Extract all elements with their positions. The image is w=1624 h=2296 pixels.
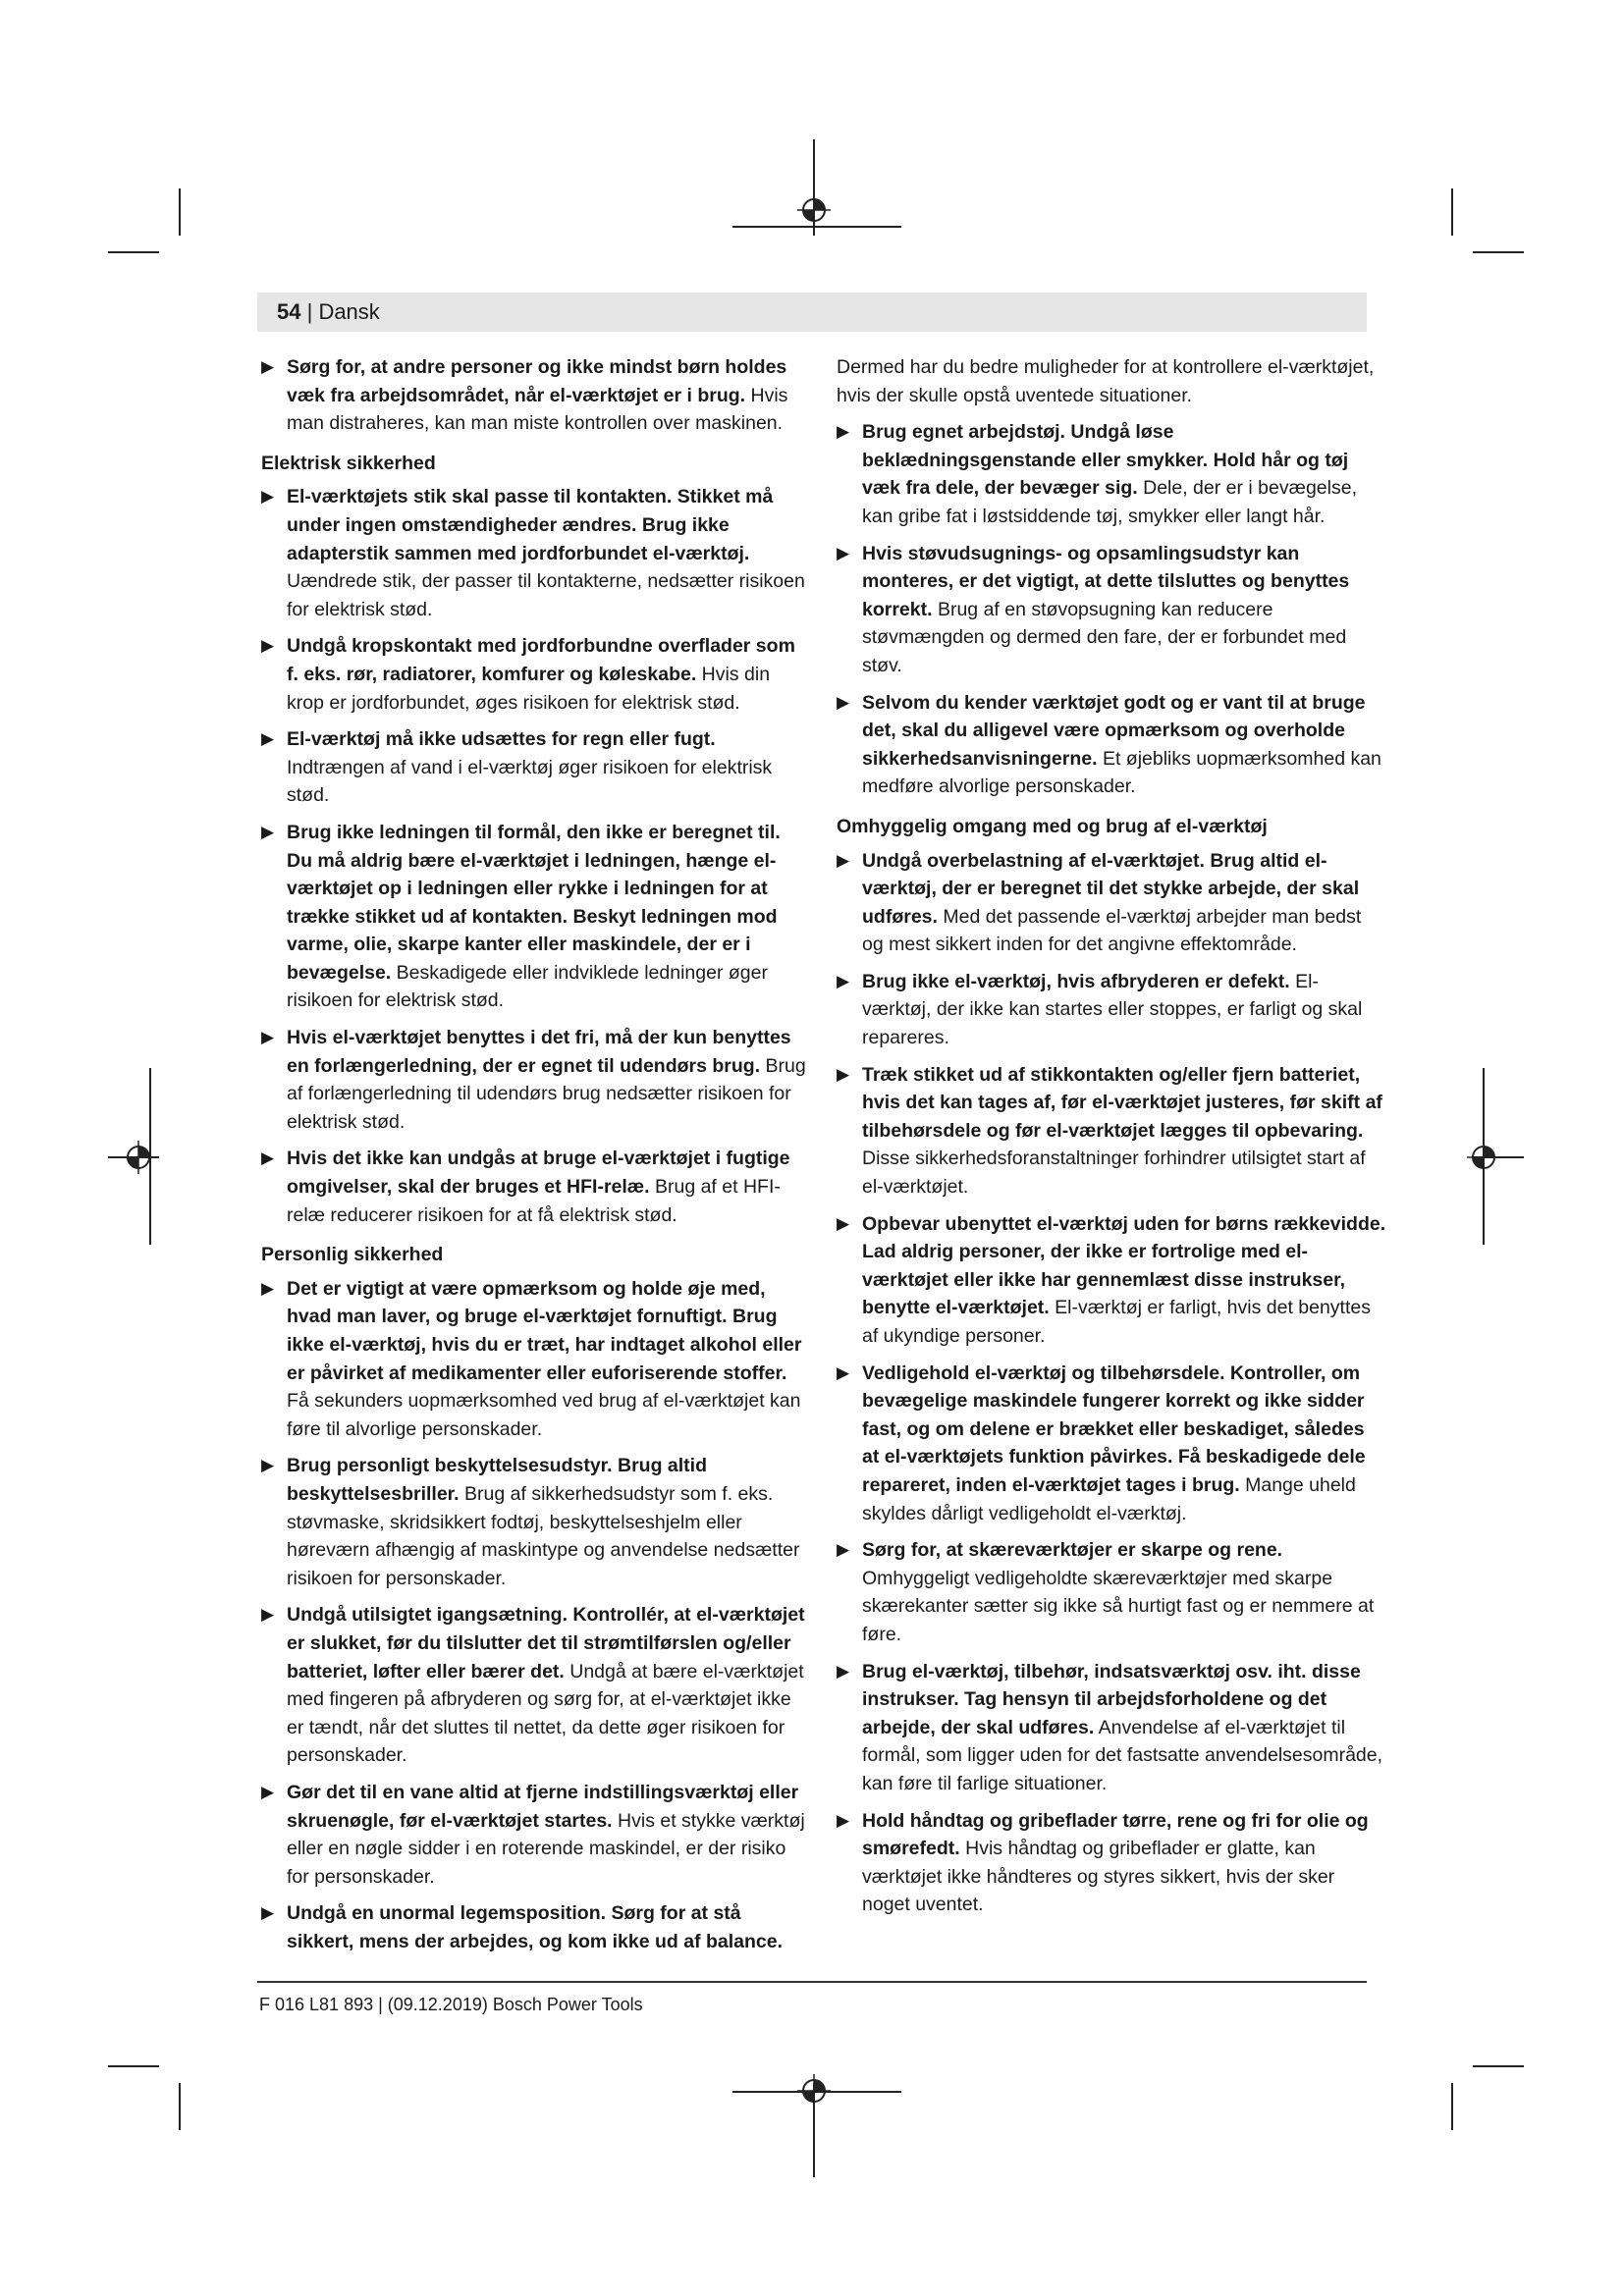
registration-target-icon xyxy=(1467,1141,1500,1174)
list-item: ▶ Undgå kropskontakt med jordforbundne overflader som f. eks. rør, radiatorer, komfurer og køleskabe. Hvis din krop er jordforbundet, øges risikoen for elektrisk stød. xyxy=(261,632,811,717)
crop-line-bl-v xyxy=(179,2083,181,2130)
triangle-right-icon: ▶ xyxy=(261,1456,275,1475)
triangle-right-icon: ▶ xyxy=(261,729,275,749)
crop-line-tr-v xyxy=(1451,188,1453,236)
list-item: ▶ Sørg for, at andre personer og ikke mindst børn holdes væk fra arbejdsområdet, når el-værktøjet er i brug. Hvis man distraheres, kan man miste kontrollen over maskinen. xyxy=(261,353,811,438)
list-item: ▶ Gør det til en vane altid at fjerne indstillingsværktøj eller skruenøgle, før el-værktøjet startes. Hvis et stykke værktøj eller en nøgle sidder i en roterende maskindel, er der risiko for personskader. xyxy=(261,1779,811,1891)
list-item: ▶ Sørg for, at skæreværktøjer er skarpe og rene. Omhyggeligt vedligeholdte skæreværktøjer med skarpe skærekanter sætter sig ikke så hurtigt fast og er nemmere at føre. xyxy=(837,1536,1386,1648)
list-item: ▶ Brug ikke ledningen til formål, den ikke er beregnet til. Du må aldrig bære el-værktøjet i ledningen, hænge el-værktøjet op i ledningen eller rykke i ledningen for at trække stikket ud af kontakten. Beskyt ledningen mod varme, olie, skarpe kanter eller maskindele, der er i bevægelse. Beskadigede eller indviklede ledninger øger risikoen for elektrisk stød. xyxy=(261,819,811,1015)
triangle-right-icon: ▶ xyxy=(837,1540,850,1560)
crop-line-bl-h xyxy=(108,2065,159,2067)
list-item: ▶ Opbevar ubenyttet el-værktøj uden for børns rækkevidde. Lad aldrig personer, der ikke er fortrolige med el-værktøjet eller ikke har gennemlæst disse instrukser, benytte el-værktøjet. El-værktøj er farligt, hvis det benyttes af ukyndige personer. xyxy=(837,1210,1386,1351)
triangle-right-icon: ▶ xyxy=(837,971,850,990)
left-column xyxy=(261,353,811,1964)
header-separator: | xyxy=(300,299,319,324)
triangle-right-icon: ▶ xyxy=(837,1362,850,1382)
page-footer: F 016 L81 893 | (09.12.2019) Bosch Power Tools xyxy=(259,1995,643,2014)
crop-line-tr-h xyxy=(1473,251,1524,253)
registration-target-icon xyxy=(122,1141,155,1174)
section-title-careful-use: Omhyggelig omgang med og brug af el-værktøj xyxy=(837,815,1268,837)
list-item: ▶ El-værktøjets stik skal passe til kontakten. Stikket må under ingen omstændigheder ændres. Brug ikke adapterstik sammen med jordforbundet el-værktøj. Uændrede stik, der passer til kontakterne, nedsætter risikoen for elektrisk stød. xyxy=(261,483,811,623)
triangle-right-icon: ▶ xyxy=(261,822,275,841)
list-item: ▶ Brug personligt beskyttelsesudstyr. Brug altid beskyttelsesbriller. Brug af sikkerhedsudstyr som f. eks. støvmaske, skridsikkert fodtøj, beskyttelseshjelm eller høreværn afhængig af maskintype og anvendelse nedsætter risikoen for personskader. xyxy=(261,1452,811,1592)
page-number: 54 xyxy=(277,299,301,324)
list-item: ▶ Brug el-værktøj, tilbehør, indsatsværktøj osv. iht. disse instrukser. Tag hensyn til arbejdsforholdene og det arbejde, der skal udføres. Anvendelse af el-værktøjet til formål, som ligger uden for det fastsatte anvendelsesområde, kan føre til farlige situationer. xyxy=(837,1658,1386,1798)
continuation-text: Dermed har du bedre muligheder for at kontrollere el-værktøjet, hvis der skulle opstå uventede situationer. xyxy=(837,356,1375,406)
footer-divider xyxy=(257,1981,1367,1983)
crop-line-br-v xyxy=(1451,2083,1453,2130)
section-title-electrical: Elektrisk sikkerhed xyxy=(261,452,436,474)
right-column xyxy=(837,353,1386,1928)
crop-line-tl-v xyxy=(179,188,181,236)
list-item: ▶ Træk stikket ud af stikkontakten og/eller fjern batteriet, hvis det kan tages af, før el-værktøjet justeres, før skift af tilbehørsdele og før el-værktøjet lægges til opbevaring. Disse sikkerhedsforanstaltninger forhindrer utilsigtet start af el-værktøjet. xyxy=(837,1061,1386,1201)
triangle-right-icon: ▶ xyxy=(261,1148,275,1168)
crop-line-tl-h xyxy=(108,251,159,253)
list-item: ▶ Det er vigtigt at være opmærksom og holde øje med, hvad man laver, og bruge el-værktøjet fornuftigt. Brug ikke el-værktøj, hvis du er træt, har indtaget alkohol eller er påvirket af medikamenter eller euforiserende stoffer. Få sekunders uopmærksomhed ved brug af el-værktøjet kan føre til alvorlige personskader. xyxy=(261,1275,811,1444)
triangle-right-icon: ▶ xyxy=(837,1810,850,1830)
list-item: ▶ Hvis det ikke kan undgås at bruge el-værktøjet i fugtige omgivelser, skal der bruges et HFI-relæ. Brug af et HFI-relæ reducerer risikoen for at få elektrisk stød. xyxy=(261,1145,811,1229)
crop-line-br-h xyxy=(1473,2065,1524,2067)
list-item: ▶ Brug ikke el-værktøj, hvis afbryderen er defekt. El-værktøj, der ikke kan startes eller stoppes, er farligt og skal repareres. xyxy=(837,968,1386,1052)
triangle-right-icon: ▶ xyxy=(837,1661,850,1681)
triangle-right-icon: ▶ xyxy=(261,636,275,656)
triangle-right-icon: ▶ xyxy=(261,1782,275,1801)
list-item: ▶ Hvis støvudsugnings- og opsamlingsudstyr kan monteres, er det vigtigt, at dette tilsluttes og benyttes korrekt. Brug af en støvopsugning kan reducere støvmængden og dermed den fare, der er forbundet med støv. xyxy=(837,540,1386,680)
section-title-personal: Personlig sikkerhed xyxy=(261,1244,444,1266)
list-item: ▶ El-værktøj må ikke udsættes for regn eller fugt. Indtrængen af vand i el-værktøj øger risikoen for elektrisk stød. xyxy=(261,725,811,810)
triangle-right-icon: ▶ xyxy=(261,357,275,376)
list-item: ▶ Undgå en unormal legemsposition. Sørg for at stå sikkert, mens der arbejdes, og kom ikke ud af balance. xyxy=(261,1899,811,1955)
triangle-right-icon: ▶ xyxy=(837,543,850,562)
triangle-right-icon: ▶ xyxy=(261,1028,275,1047)
list-item: ▶ Selvom du kender værktøjet godt og er vant til at bruge det, skal du alligevel være opmærksom og overholde sikkerhedsanvisningerne. Et øjebliks uopmærksomhed kan medføre alvorlige personskader. xyxy=(837,689,1386,801)
triangle-right-icon: ▶ xyxy=(261,487,275,507)
header-bar xyxy=(257,293,1367,332)
triangle-right-icon: ▶ xyxy=(837,422,850,442)
registration-target-icon xyxy=(797,193,831,227)
triangle-right-icon: ▶ xyxy=(261,1278,275,1298)
header-language: Dansk xyxy=(318,299,380,324)
triangle-right-icon: ▶ xyxy=(261,1903,275,1923)
triangle-right-icon: ▶ xyxy=(261,1605,275,1625)
page-header xyxy=(277,298,380,326)
triangle-right-icon: ▶ xyxy=(837,692,850,712)
triangle-right-icon: ▶ xyxy=(837,1213,850,1233)
list-item: ▶ Hvis el-værktøjet benyttes i det fri, må der kun benyttes en forlængerledning, der er egnet til udendørs brug. Brug af forlængerledning til udendørs brug nedsætter risikoen for elektrisk stød. xyxy=(261,1024,811,1136)
list-item: ▶ Vedligehold el-værktøj og tilbehørsdele. Kontroller, om bevægelige maskindele fungerer korrekt og ikke sidder fast, og om delene er brækket eller beskadiget, således at el-værktøjets funktion påvirkes. Få beskadigede dele repareret, inden el-værktøjet tages i brug. Mange uheld skyldes dårligt vedligeholdt el-værktøj. xyxy=(837,1360,1386,1528)
registration-target-icon xyxy=(797,2074,831,2108)
triangle-right-icon: ▶ xyxy=(837,1064,850,1084)
list-item: ▶ Brug egnet arbejdstøj. Undgå løse beklædningsgenstande eller smykker. Hold hår og tøj væk fra dele, der bevæger sig. Dele, der er i bevægelse, kan gribe fat i løstsiddende tøj, smykker eller langt hår. xyxy=(837,418,1386,530)
list-item: ▶ Undgå overbelastning af el-værktøjet. Brug altid el-værktøj, der er beregnet til det stykke arbejde, der skal udføres. Med det passende el-værktøj arbejder man bedst og mest sikkert inden for det angivne effektområde. xyxy=(837,847,1386,959)
triangle-right-icon: ▶ xyxy=(837,850,850,870)
list-item: ▶ Hold håndtag og gribeflader tørre, rene og fri for olie og smørefedt. Hvis håndtag og gribeflader er glatte, kan værktøjet ikke håndteres og styres sikkert, hvis der sker noget uventet. xyxy=(837,1807,1386,1919)
list-item: ▶ Undgå utilsigtet igangsætning. Kontrollér, at el-værktøjet er slukket, før du tilslutter det til strømtilførslen og/eller batteriet, løfter eller bærer det. Undgå at bære el-værktøjet med fingeren på afbryderen og sørg for, at el-værktøjet ikke er tændt, når det sluttes til nettet, da dette øger risikoen for personskader. xyxy=(261,1601,811,1770)
